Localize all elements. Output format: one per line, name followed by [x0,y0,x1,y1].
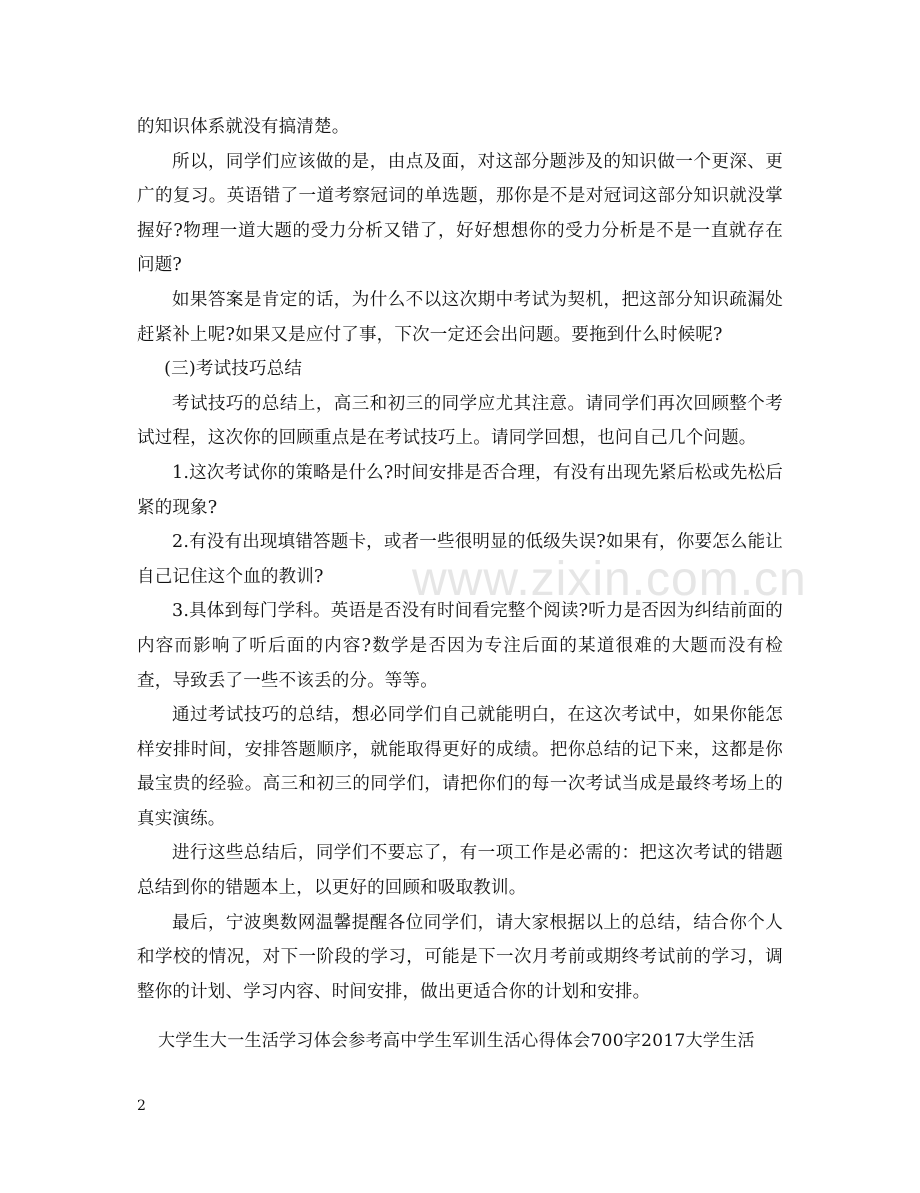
paragraph: 最后，宁波奥数网温馨提醒各位同学们，请大家根据以上的总结，结合你个人和学校的情况，对下一阶段的学习，可能是下一次月考前或期终考试前的学习，调整你的计划、学习内容、时间安排，做出更适合你的计划和安排。 [137,912,783,1002]
document-body [137,110,783,1009]
list-item: 3.具体到每门学科。英语是否没有时间看完整个阅读?听力是否因为纠结前面的内容而影响了听后面的内容?数学是否因为专注后面的某道很难的大题而没有检查，导致丢了一些不该丢的分。等等。 [137,601,783,691]
page-number: 2 [137,1098,146,1114]
list-item: 1.这次考试你的策略是什么?时间安排是否合理，有没有出现先紧后松或先松后紧的现象? [137,462,783,518]
list-item: 2.有没有出现填错答题卡，或者一些很明显的低级失误?如果有，你要怎么能让自己记住这个血的教训? [137,532,783,587]
watermark: www.zixin.com.cn [412,553,807,606]
section-heading: (三)考试技巧总结 [164,359,303,380]
paragraph: 通过考试技巧的总结，想必同学们自己就能明白，在这次考试中，如果你能怎样安排时间，安排答题顺序，就能取得更好的成绩。把你总结的记下来，这都是你最宝贵的经验。高三和初三的同学们，请把你们的每一次考试当成是最终考场上的真实演练。 [137,705,783,829]
paragraph: 如果答案是肯定的话，为什么不以这次期中考试为契机，把这部分知识疏漏处赶紧补上呢?如果又是应付了事，下次一定还会出问题。要拖到什么时候呢? [137,289,783,345]
paragraph: 进行这些总结后，同学们不要忘了，有一项工作是必需的：把这次考试的错题总结到你的错题本上，以更好的回顾和吸取教训。 [137,843,783,899]
paragraph-continuation: 的知识体系就没有搞清楚。 [137,117,350,137]
related-links-text: 大学生大一生活学习体会参考高中学生军训生活心得体会700字2017大学生活 [158,1031,755,1051]
paragraph: 所以，同学们应该做的是，由点及面，对这部分题涉及的知识做一个更深、更广的复习。英语错了一道考察冠词的单选题，那你是不是对冠词这部分知识就没掌握好?物理一道大题的受力分析又错了，好好想想你的受力分析是不是一直就存在问题? [137,151,783,276]
paragraph: 考试技巧的总结上，高三和初三的同学应尤其注意。请同学们再次回顾整个考试过程，这次你的回顾重点是在考试技巧上。请同学回想，也问自己几个问题。 [137,393,783,449]
